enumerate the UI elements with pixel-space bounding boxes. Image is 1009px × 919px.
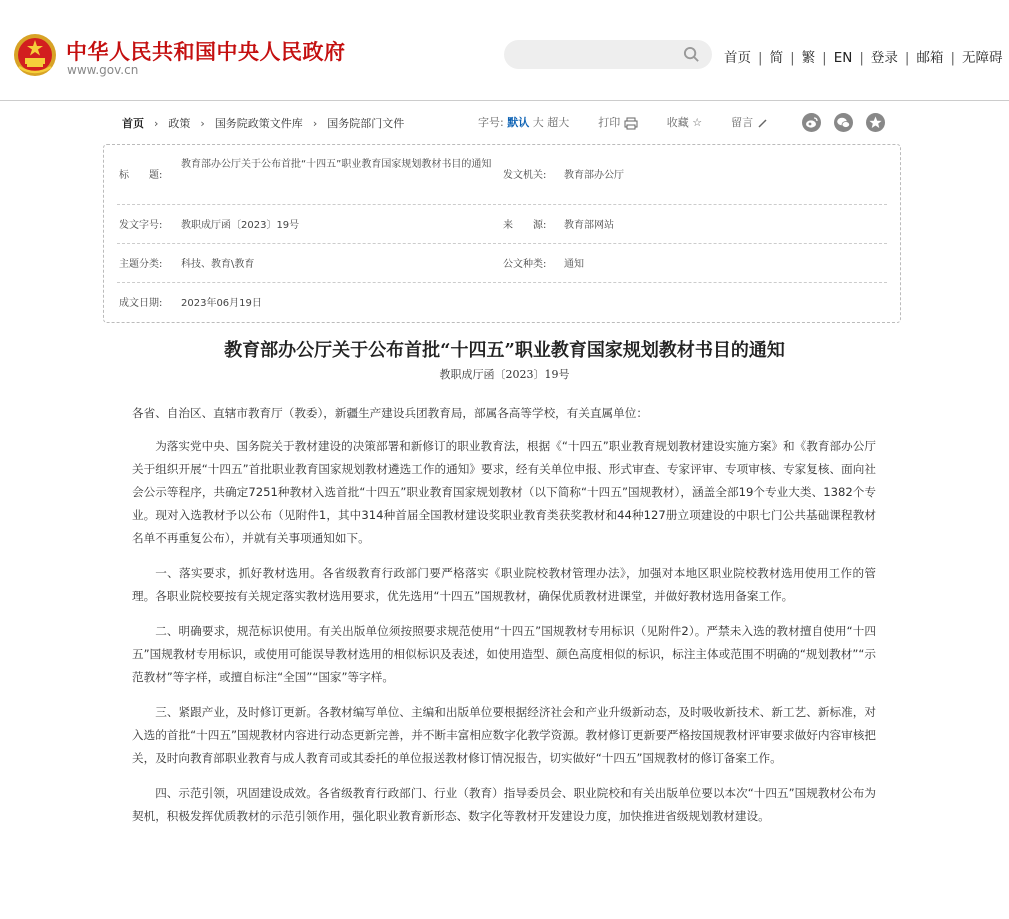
star-outline-icon[interactable]: ☆	[692, 116, 703, 129]
issuer-label: 发文机关:	[503, 170, 547, 181]
breadcrumb-home[interactable]: 首页	[122, 117, 144, 130]
subject-value: 科技、教育\教育	[181, 259, 255, 270]
weibo-icon[interactable]	[802, 113, 821, 132]
nav-divider: |	[904, 50, 910, 66]
chevron-right-icon: ›	[154, 117, 159, 130]
article-title: 教育部办公厅关于公布首批“十四五”职业教育国家规划教材书目的通知	[224, 340, 785, 361]
breadcrumb-toolbar	[120, 112, 890, 134]
subject-label: 主题分类:	[119, 259, 163, 270]
info-row-date	[117, 283, 887, 321]
breadcrumb	[122, 115, 404, 131]
nav-simplified[interactable]: 简	[769, 50, 784, 66]
nav-traditional[interactable]: 繁	[801, 50, 816, 66]
document-info-box	[103, 144, 901, 323]
article-doc-number: 教职成厅函〔2023〕19号	[439, 368, 570, 381]
paragraph-2: 二、明确要求，规范标识使用。有关出版单位须按照要求规范使用“十四五”国规教材专用标识（见附件2）。严禁未入选的教材擅自使用“十四五”国规教材专用标识，或使用可能误导教材选用的相似标识及表述，如使用造型、颜色高度相似的标识，标注主体或范围不明确的“规划教材”“示范教材”等字样，或擅自标注“全国”“国家”等字样。	[132, 624, 876, 684]
paragraph-1: 一、落实要求，抓好教材选用。各省级教育行政部门要严格落实《职业院校教材管理办法》，加强对本地区职业院校教材选用使用工作的管理。各职业院校要按有关规定落实教材选用要求，优先选用“十四五”国规教材，确保优质教材进课堂，并做好教材选用备案工作。	[132, 566, 876, 603]
nav-divider: |	[822, 50, 827, 66]
nav-divider: |	[859, 50, 864, 66]
breadcrumb-policy[interactable]: 政策	[168, 117, 191, 130]
title-value: 教育部办公厅关于公布首批“十四五”职业教育国家规划教材书目的通知	[181, 159, 492, 170]
nav-divider: |	[758, 50, 763, 66]
date-value: 2023年06月19日	[181, 298, 262, 309]
top-nav	[724, 46, 1003, 66]
nav-login[interactable]: 登录	[870, 50, 898, 66]
national-emblem-icon[interactable]	[13, 33, 57, 77]
breadcrumb-policy-library[interactable]: 国务院政策文件库	[214, 117, 303, 130]
share-bar	[802, 112, 893, 132]
source-label: 来 源:	[503, 220, 547, 231]
wechat-icon[interactable]	[834, 113, 853, 132]
site-header	[0, 0, 1009, 101]
info-row-subject	[117, 244, 887, 283]
search-input[interactable]	[504, 40, 712, 69]
search-icon[interactable]	[683, 46, 700, 63]
nav-english[interactable]: EN	[833, 50, 853, 66]
site-title[interactable]: 中华人民共和国中央人民政府	[66, 39, 346, 64]
source-value: 教育部网站	[564, 220, 614, 231]
nav-home[interactable]: 首页	[724, 50, 751, 66]
nav-mail[interactable]: 邮箱	[916, 50, 944, 66]
chevron-right-icon: ›	[312, 117, 318, 130]
type-label: 公文种类:	[503, 259, 547, 270]
date-label: 成文日期:	[119, 298, 163, 309]
paragraph-3: 三、紧跟产业，及时修订更新。各教材编写单位、主编和出版单位要根据经济社会和产业升级新动态，及时吸收新技术、新工艺、新标准，对入选的首批“十四五”国规教材内容进行动态更新完善，并不断丰富相应数字化教学资源。教材修订更新要严格按国规教材评审要求做好内容审核把关，及时向教育部职业教育与成人教育司或其委托的单位报送教材修订情况报告，切实做好“十四五”国规教材的修订备案工作。	[132, 705, 876, 765]
paragraph-4: 四、示范引领，巩固建设成效。各省级教育行政部门、行业（教育）指导委员会、职业院校和有关出版单位要以本次“十四五”国规教材公布为契机，积极发挥优质教材的示范引领作用，强化职业教育新形态、数字化等教材开发建设力度，加快推进省级规划教材建设。	[132, 786, 876, 823]
font-default-button[interactable]: 默认	[507, 116, 530, 129]
print-button[interactable]: 打印	[598, 116, 621, 129]
docno-value: 教职成厅函〔2023〕19号	[181, 220, 300, 231]
favorite-star-icon[interactable]	[866, 113, 885, 132]
message-button[interactable]: 留言	[731, 116, 754, 129]
favorite-button[interactable]: 收藏	[666, 116, 689, 129]
page-tools	[478, 114, 768, 130]
pencil-icon[interactable]	[757, 118, 768, 129]
docno-label: 发文字号:	[119, 220, 163, 231]
nav-divider: |	[790, 50, 795, 66]
font-size-label: 字号:	[478, 116, 504, 129]
font-xlarge-button[interactable]: 超大	[547, 116, 570, 129]
nav-divider: |	[950, 50, 956, 66]
info-row-docno	[117, 205, 887, 244]
nav-accessibility[interactable]: 无障碍	[962, 50, 1003, 66]
print-icon[interactable]	[624, 117, 638, 130]
chevron-right-icon: ›	[200, 117, 205, 130]
salutation: 各省、自治区、直辖市教育厅（教委），新疆生产建设兵团教育局，部属各高等学校，有关直属单位：	[132, 406, 648, 420]
paragraph-intro: 为落实党中央、国务院关于教材建设的决策部署和新修订的职业教育法，根据《“十四五”职业教育规划教材建设实施方案》和《教育部办公厅关于组织开展“十四五”首批职业教育国家规划教材遴选工作的通知》要求，经有关单位申报、形式审查、专家评审、专项审核、专家复核、面向社会公示等程序，共确定7251种教材入选首批“十四五”职业教育国家规划教材（以下简称“十四五”国规教材），涵盖全部19个专业大类、1382个专业。现对入选教材予以公布（见附件1，其中314种首届全国教材建设奖职业教育类获奖教材和44种127册立项建设的中职七门公共基础课程教材名单不再重复公布），并就有关事项通知如下。	[132, 439, 876, 545]
breadcrumb-department-docs[interactable]: 国务院部门文件	[327, 117, 405, 130]
font-large-button[interactable]: 大	[532, 116, 544, 129]
site-url[interactable]: www.gov.cn	[67, 63, 139, 77]
issuer-value: 教育部办公厅	[564, 170, 624, 181]
info-row-title	[117, 145, 887, 205]
title-label: 标 题:	[119, 170, 163, 181]
article-body	[132, 402, 876, 840]
type-value: 通知	[564, 259, 584, 270]
